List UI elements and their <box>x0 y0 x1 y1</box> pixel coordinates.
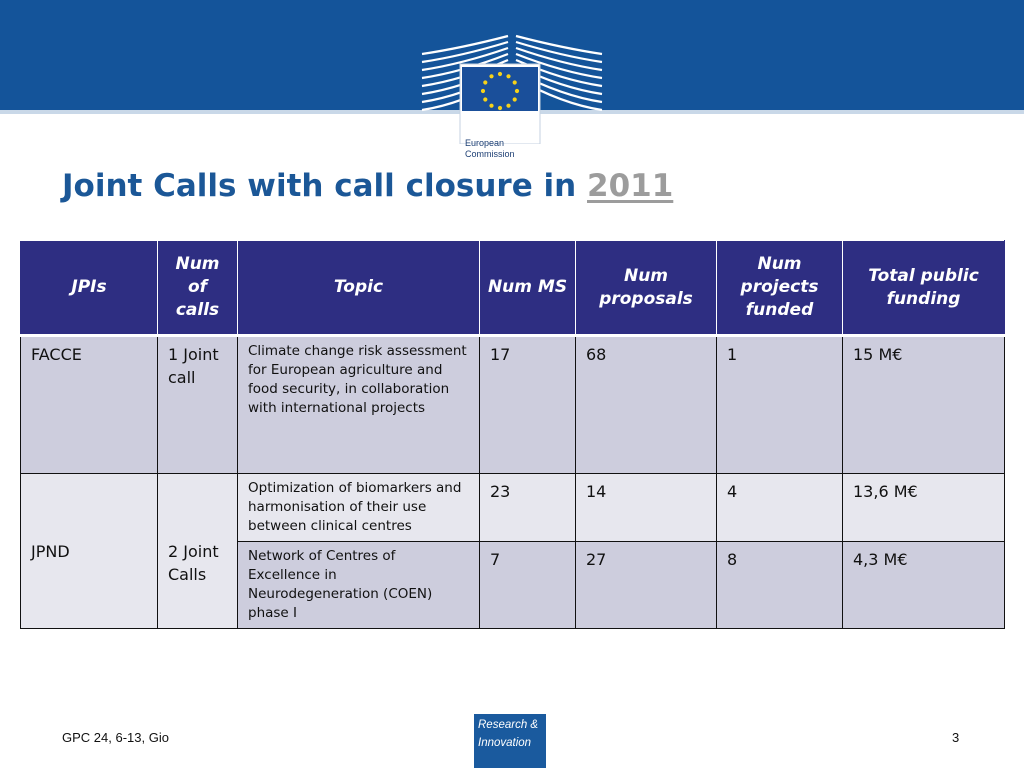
cell-funded: 1 <box>717 336 843 474</box>
header-num-proposals: Num proposals <box>576 241 717 336</box>
header-num-projects-funded: Num projects funded <box>717 241 843 336</box>
european-commission-logo-icon <box>412 26 612 159</box>
logo-text-line-2: Commission <box>465 149 515 159</box>
title-year-link[interactable]: 2011 <box>587 168 674 204</box>
cell-topic: Climate change risk assessment for European agriculture and food security, in collaboration with international projects <box>238 336 480 474</box>
cell-ms: 23 <box>480 474 576 542</box>
page-number: 3 <box>952 730 960 745</box>
cell-jpi: JPND <box>21 474 158 629</box>
cell-calls: 1 Joint call <box>158 336 238 474</box>
cell-ms: 7 <box>480 542 576 629</box>
table-row <box>21 336 1005 474</box>
cell-ms: 17 <box>480 336 576 474</box>
logo-text-line-1: European <box>465 138 505 148</box>
cell-calls: 2 Joint Calls <box>158 474 238 629</box>
badge-line-1: Research & <box>478 719 539 731</box>
cell-funding: 4,3 M€ <box>843 542 1005 629</box>
joint-calls-table <box>20 240 1005 629</box>
cell-proposals: 14 <box>576 474 717 542</box>
cell-topic: Network of Centres of Excellence in Neurodegeneration (COEN) phase I <box>238 542 480 629</box>
cell-funding: 13,6 M€ <box>843 474 1005 542</box>
footer-text: GPC 24, 6-13, Gio <box>62 730 169 745</box>
cell-funded: 8 <box>717 542 843 629</box>
page-title <box>62 168 673 204</box>
title-main: Joint Calls with call closure in <box>62 168 588 204</box>
table-row <box>21 474 1005 542</box>
header-num-calls: Num of calls <box>158 241 238 336</box>
table-header-row <box>21 241 1005 336</box>
cell-funding: 15 M€ <box>843 336 1005 474</box>
cell-topic: Optimization of biomarkers and harmonisation of their use between clinical centres <box>238 474 480 542</box>
cell-funded: 4 <box>717 474 843 542</box>
header-total-public-funding: Total public funding <box>843 241 1005 336</box>
cell-proposals: 27 <box>576 542 717 629</box>
badge-line-2: Innovation <box>478 737 532 749</box>
research-innovation-badge <box>474 714 546 768</box>
logo-building-icon <box>412 26 612 144</box>
header-topic: Topic <box>238 241 480 336</box>
header-num-ms: Num MS <box>480 241 576 336</box>
header-jpis: JPIs <box>21 241 158 336</box>
cell-proposals: 68 <box>576 336 717 474</box>
cell-jpi: FACCE <box>21 336 158 474</box>
logo-text <box>465 138 545 160</box>
